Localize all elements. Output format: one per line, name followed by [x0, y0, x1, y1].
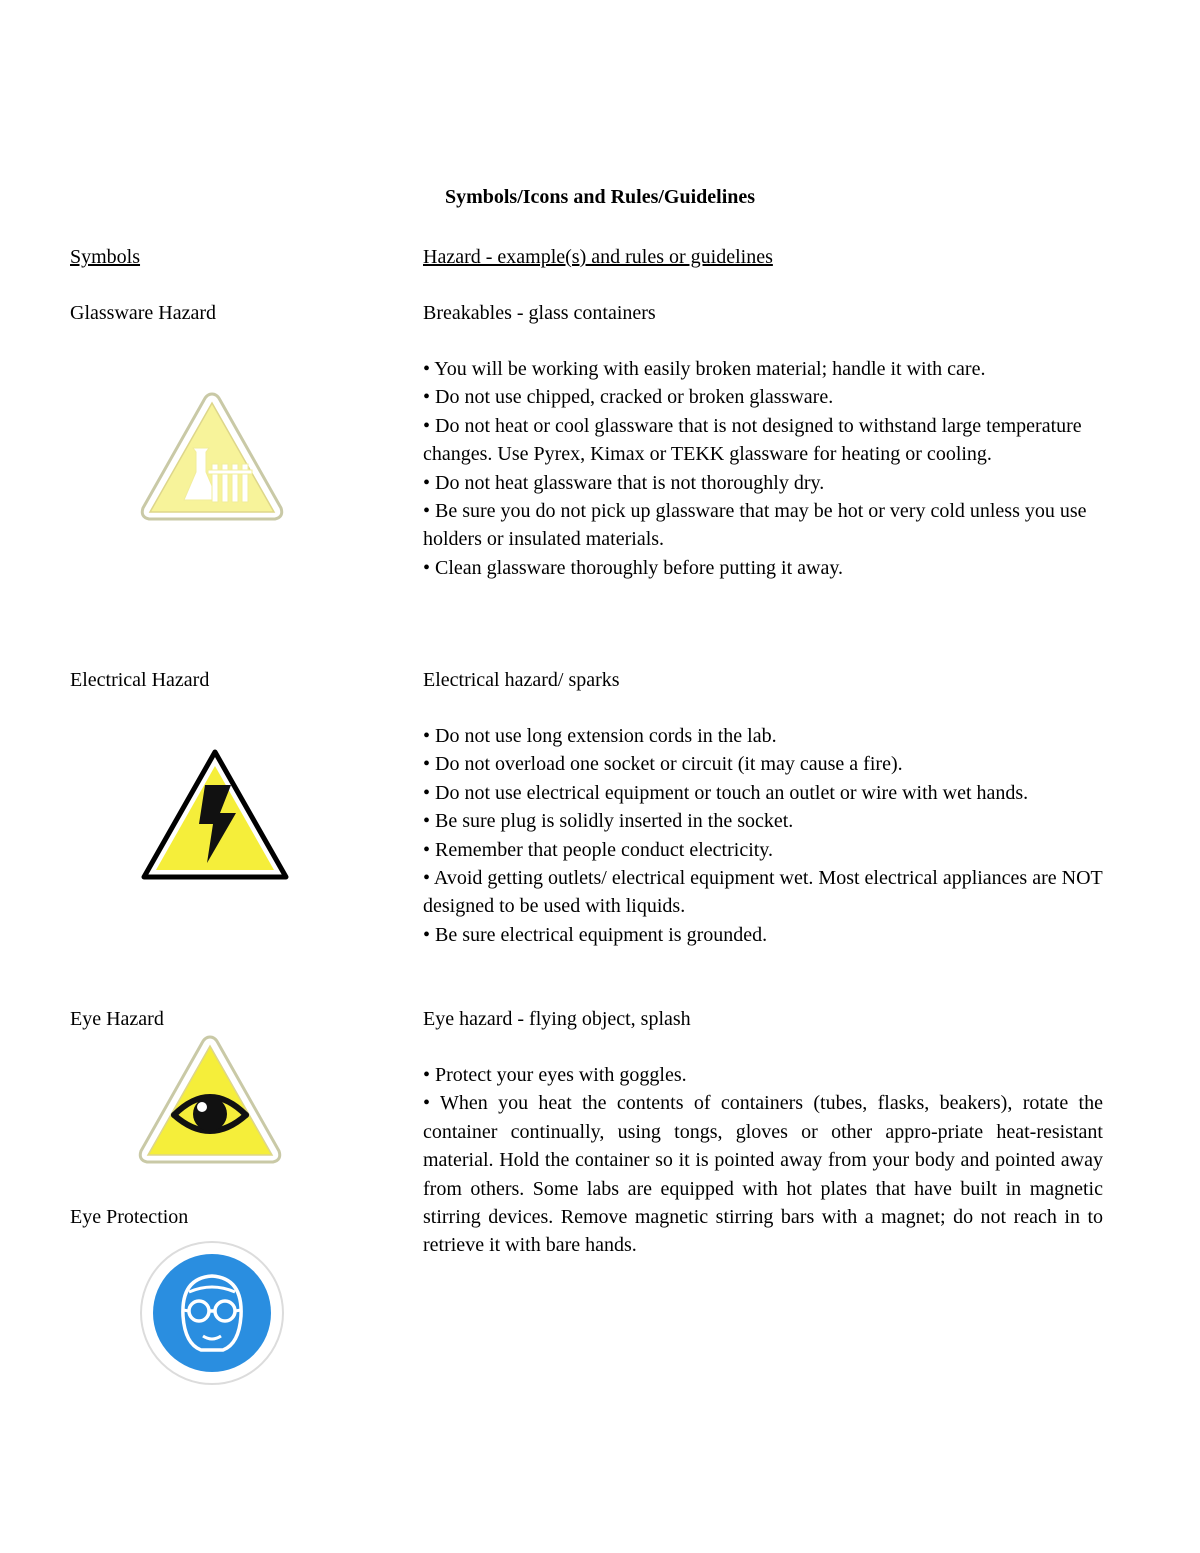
- rule-item: • Protect your eyes with goggles.: [423, 1064, 687, 1086]
- eye-hazard-rules: [423, 1061, 1103, 1260]
- electrical-rules: [423, 722, 1103, 949]
- rule-item: • Clean glassware thoroughly before putting it away.: [423, 556, 844, 579]
- eye-hazard-icon: [136, 1033, 284, 1167]
- rule-item: • Do not use chipped, cracked or broken glassware.: [423, 386, 834, 409]
- page-title: Symbols/Icons and Rules/Guidelines: [444, 186, 756, 208]
- eye-hazard-heading: Eye hazard - flying object, splash: [423, 1008, 691, 1030]
- rule-item: • Do not use electrical equipment or touch an outlet or wire with wet hands.: [423, 781, 1029, 804]
- eye-hazard-label: Eye Hazard: [70, 1008, 164, 1030]
- electrical-hazard-heading: Electrical hazard/ sparks: [423, 669, 620, 691]
- rule-item: • Remember that people conduct electricity.: [423, 838, 774, 861]
- rule-item: • Be sure electrical equipment is grounded.: [423, 923, 768, 946]
- electrical-hazard-label: Electrical Hazard: [70, 669, 210, 691]
- glassware-hazard-label: Glassware Hazard: [70, 302, 217, 324]
- rule-item: • Be sure you do not pick up glassware that may be hot or very cold unless you use holders or insulated materials.: [423, 500, 1087, 551]
- rule-item: • When you heat the contents of containers (tubes, flasks, beakers), rotate the container continually, using tongs, gloves or other appro-priate heat-resistant material. Hold the container so it is pointed away from your body and pointed away from others. Some labs are equipped with hot plates that have built in magnetic stirring devices. Remove magnetic stirring bars with a magnet; do not reach in to retrieve it with bare hands.: [423, 1092, 1103, 1257]
- rule-item: • Be sure plug is solidly inserted in the socket.: [423, 810, 794, 833]
- electrical-hazard-icon: [141, 749, 289, 883]
- eye-protection-label: Eye Protection: [70, 1206, 189, 1228]
- rule-item: • Do not use long extension cords in the lab.: [423, 725, 777, 747]
- rules-column-header: Hazard - example(s) and rules or guidelines: [423, 246, 773, 268]
- rule-item: • Do not heat or cool glassware that is not designed to withstand large temperature changes. Use Pyrex, Kimax or TEKK glassware for heating or cooling.: [423, 414, 1082, 466]
- symbols-column-header: Symbols: [70, 246, 141, 268]
- glassware-hazard-icon: [138, 390, 286, 524]
- rule-item: • You will be working with easily broken material; handle it with care.: [423, 358, 986, 380]
- rule-item: • Do not heat glassware that is not thoroughly dry.: [423, 471, 825, 494]
- eye-protection-icon: [139, 1240, 285, 1386]
- rule-item: • Avoid getting outlets/ electrical equipment wet. Most electrical appliances are NOT designed to be used with liquids.: [423, 867, 1103, 918]
- glassware-rules: [423, 355, 1103, 582]
- glassware-hazard-heading: Breakables - glass containers: [423, 302, 656, 324]
- rule-item: • Do not overload one socket or circuit (it may cause a fire).: [423, 753, 903, 776]
